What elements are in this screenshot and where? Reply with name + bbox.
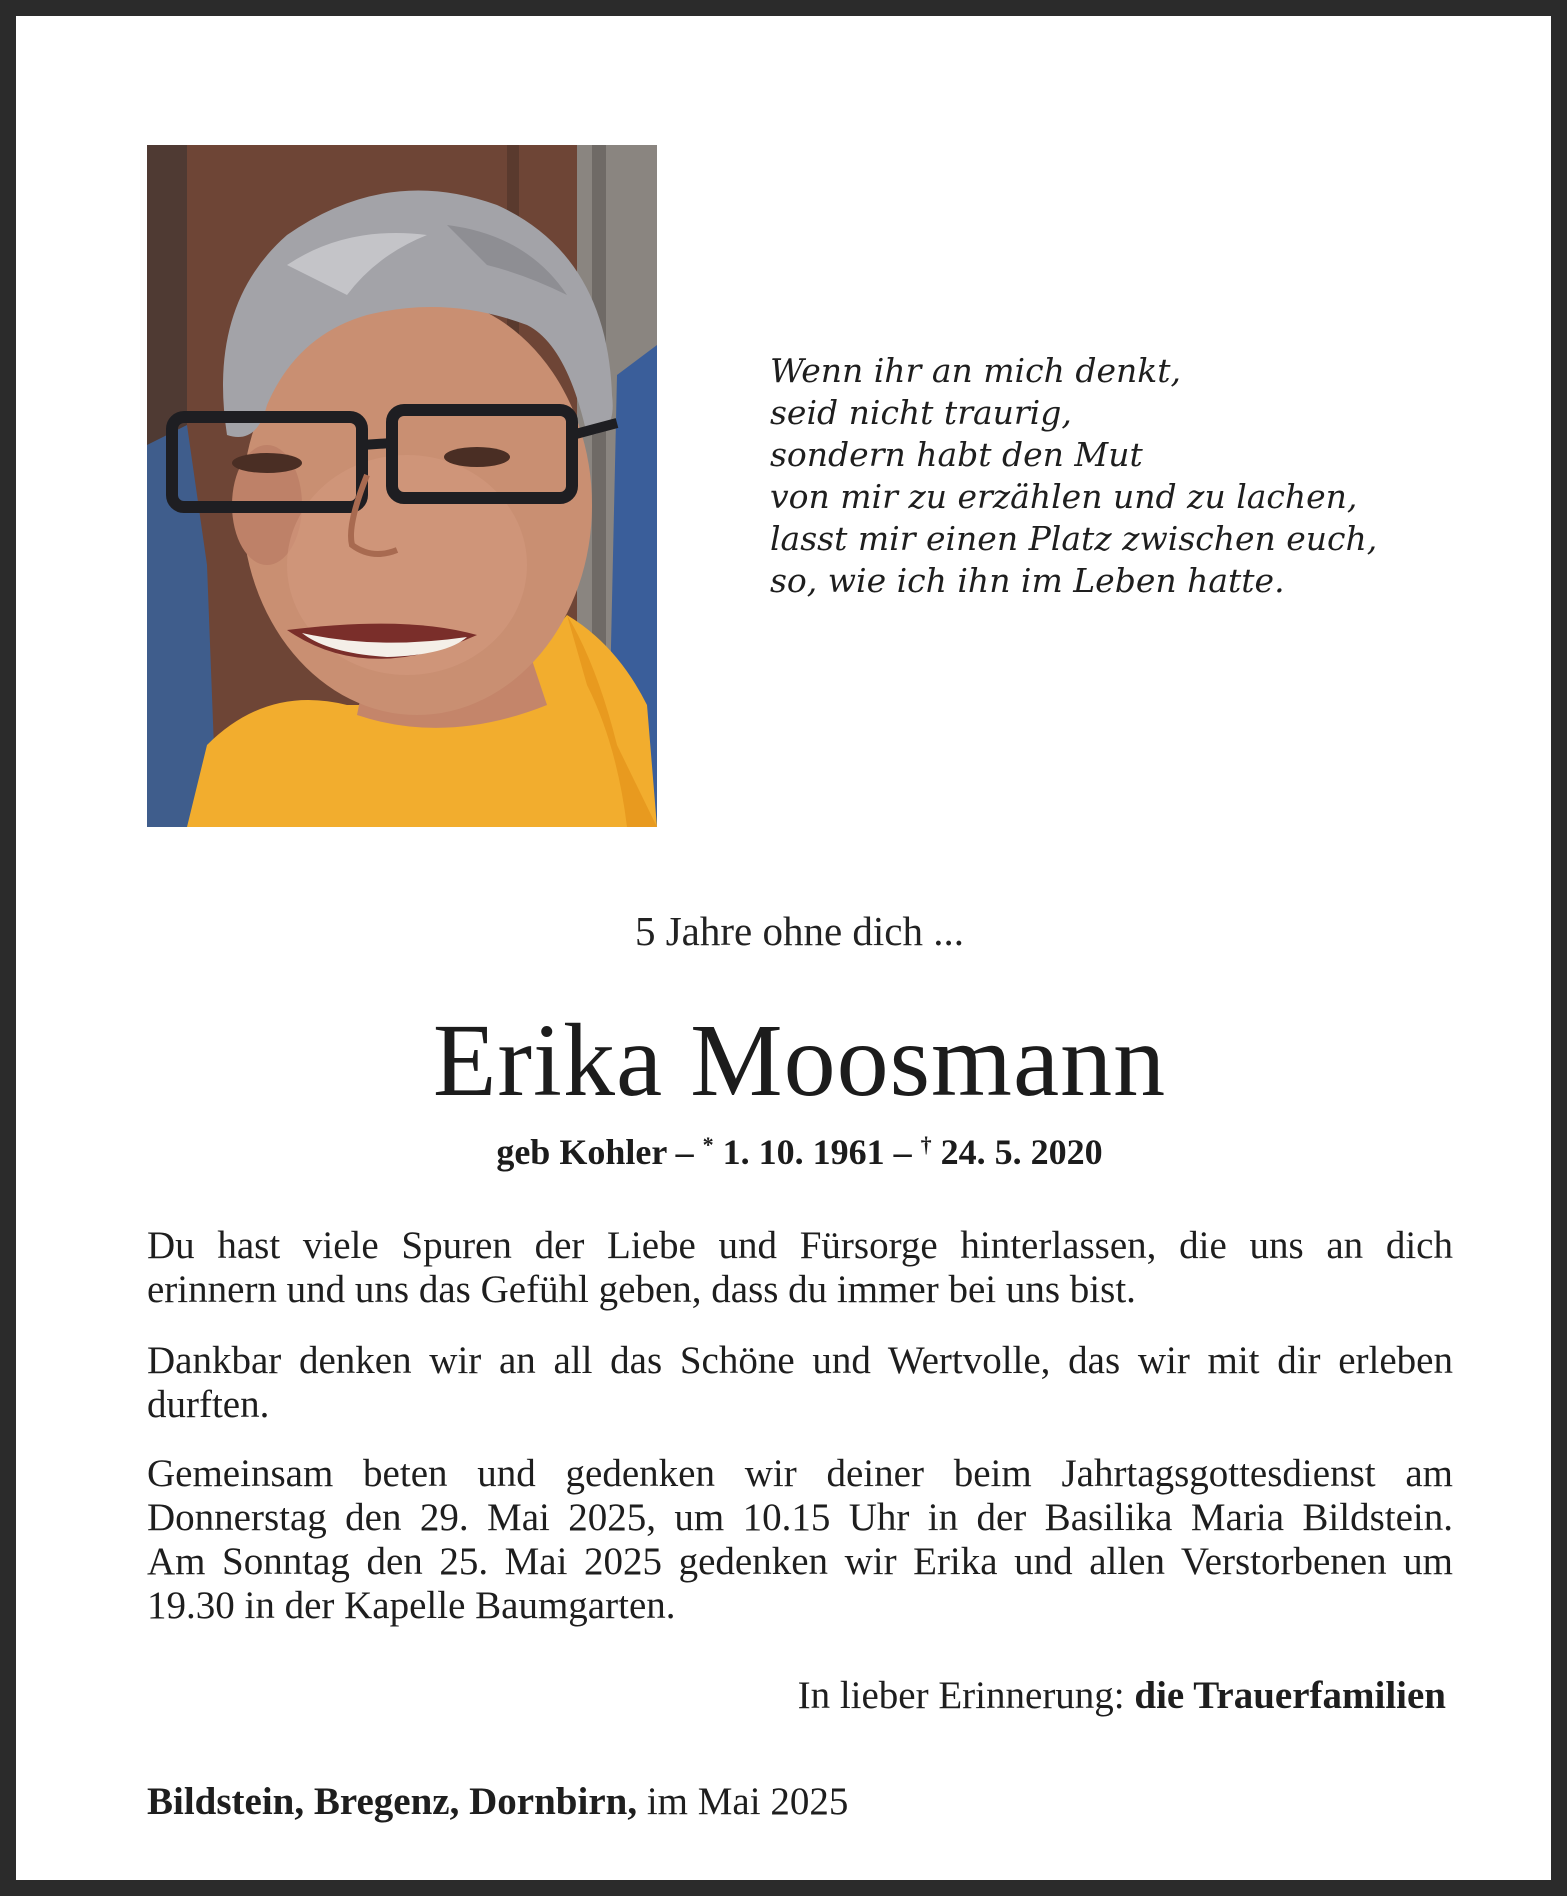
- memorial-poem: [770, 350, 1390, 602]
- poem-line: von mir zu erzählen und zu lachen,: [770, 477, 1358, 516]
- poem-line: so, wie ich ihn im Leben hatte.: [770, 561, 1285, 600]
- anniversary-subtitle: 5 Jahre ohne dich ...: [634, 908, 965, 954]
- paragraph-line: durften.: [147, 1383, 270, 1426]
- paragraph-line: Am Sonntag den 25. Mai 2025 gedenken wir Erika und allen Verstorbenen um: [147, 1540, 1453, 1583]
- death-symbol: †: [920, 1132, 932, 1157]
- poem-line: Wenn ihr an mich denkt,: [770, 351, 1181, 390]
- poem-line: sondern habt den Mut: [770, 435, 1143, 474]
- birth-date: 1. 10. 1961: [722, 1132, 885, 1172]
- place-name: Dornbirn,: [469, 1780, 638, 1823]
- paragraph-line: erinnern und uns das Gefühl geben, dass du immer bei uns bist.: [147, 1268, 1136, 1311]
- signoff: [16, 1672, 1446, 1720]
- poem-line: lasst mir einen Platz zwischen euch,: [770, 519, 1378, 558]
- deceased-name: Erika Moosmann: [432, 1003, 1167, 1118]
- paragraph-line: Gemeinsam beten und gedenken wir deiner beim Jahrtagsgottesdienst am: [147, 1452, 1453, 1495]
- poem-line: seid nicht traurig,: [770, 393, 1072, 432]
- signoff-prefix: In lieber Erinnerung:: [797, 1674, 1125, 1717]
- portrait-photo: [147, 145, 657, 827]
- separator: –: [675, 1132, 694, 1172]
- maiden-name: geb Kohler: [496, 1132, 667, 1172]
- notice-date: im Mai 2025: [646, 1780, 849, 1823]
- paragraph-line: Donnerstag den 29. Mai 2025, um 10.15 Uhr in der Basilika Maria Bildstein.: [147, 1496, 1453, 1539]
- death-date: 24. 5. 2020: [940, 1132, 1103, 1172]
- signoff-family: die Trauerfamilien: [1134, 1674, 1446, 1717]
- paragraph-line: 19.30 in der Kapelle Baumgarten.: [147, 1584, 676, 1627]
- paragraph-services: [147, 1452, 1453, 1628]
- paragraph-line: Du hast viele Spuren der Liebe und Fürsorge hinterlassen, die uns an dich: [147, 1224, 1453, 1267]
- place-name: Bildstein,: [147, 1780, 305, 1823]
- birth-symbol: *: [702, 1132, 714, 1157]
- place-name: Bregenz,: [313, 1780, 460, 1823]
- place-date-line: [147, 1778, 848, 1826]
- life-dates: [16, 1126, 1567, 1178]
- separator: –: [893, 1132, 912, 1172]
- paragraph-legacy: [147, 1224, 1453, 1312]
- paragraph-gratitude: [147, 1339, 1453, 1427]
- paragraph-line: Dankbar denken wir an all das Schöne und Wertvolle, das wir mit dir erleben: [147, 1339, 1453, 1382]
